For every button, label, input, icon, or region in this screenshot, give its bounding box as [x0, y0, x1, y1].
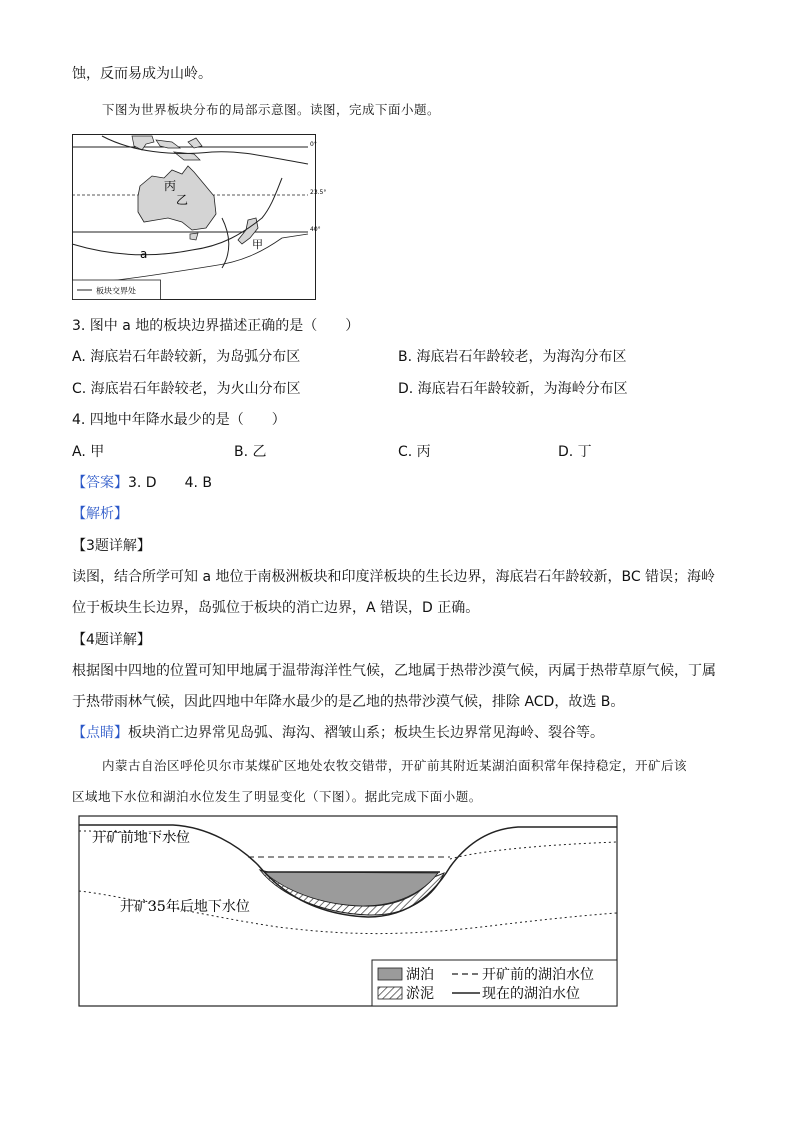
lat23-label: 23.5°	[310, 189, 327, 196]
plate-map	[72, 134, 327, 300]
q3-option-b: B. 海底岩石年龄较老，为海沟分布区	[398, 349, 627, 365]
intro-2-line-1: 内蒙古自治区呼伦贝尔市某煤矿区地处农牧交错带，开矿前其附近某湖泊面积常年保持稳定，开矿后该	[102, 758, 688, 773]
detail-4-line-1: 根据图中四地的位置可知甲地属于温带海洋性气候，乙地属于热带沙漠气候，丙属于热带草原气候，丁属	[72, 663, 716, 679]
lake-profile-diagram	[78, 815, 618, 1007]
before-groundwater-label: 开矿前地下水位	[92, 830, 190, 846]
q4-option-d: D. 丁	[558, 444, 592, 460]
legend-silt-label: 淤泥	[406, 986, 434, 1002]
label-jia: 甲	[252, 238, 263, 251]
detail-3-tag: 【3题详解】	[72, 538, 151, 554]
intro-2-line-2: 区域地下水位和湖泊水位发生了明显变化（下图）。据此完成下面小题。	[72, 789, 482, 804]
q4-option-a: A. 甲	[72, 444, 105, 460]
q4-option-b: B. 乙	[234, 444, 267, 460]
legend-now-level-label: 现在的湖泊水位	[482, 986, 580, 1002]
label-yi: 乙	[176, 193, 189, 207]
tip-tag: 【点睛】	[72, 725, 128, 741]
legend-before-level-label: 开矿前的湖泊水位	[482, 967, 594, 983]
q3-option-c: C. 海底岩石年龄较老，为火山分布区	[72, 381, 301, 397]
analysis-tag: 【解析】	[72, 506, 128, 522]
q4-option-c: C. 丙	[398, 444, 431, 460]
tip-text: 板块消亡边界常见岛弧、海沟、褶皱山系；板块生长边界常见海岭、裂谷等。	[128, 725, 604, 741]
after-groundwater-label: 开矿35年后地下水位	[120, 899, 250, 915]
detail-4-tag: 【4题详解】	[72, 632, 151, 648]
lat40-label: 40°	[310, 226, 321, 233]
q3-option-a: A. 海底岩石年龄较新，为岛弧分布区	[72, 349, 301, 365]
detail-4-line-2: 于热带雨林气候，因此四地中年降水最少的是乙地的热带沙漠气候，排除 ACD，故选 B。	[72, 694, 625, 710]
label-bing: 丙	[164, 179, 177, 193]
question-4: 4. 四地中年降水最少的是（ ）	[72, 412, 286, 428]
label-a: a	[140, 247, 148, 261]
answer-tag: 【答案】	[72, 475, 128, 491]
tip-line	[72, 723, 604, 743]
detail-3-line-1: 读图，结合所学可知 a 地位于南极洲板块和印度洋板块的生长边界，海底岩石年龄较新，BC 错误；海岭	[72, 569, 716, 585]
q3-option-d: D. 海底岩石年龄较新，为海岭分布区	[398, 381, 628, 397]
legend-silt-swatch	[378, 987, 402, 999]
answer-line	[72, 473, 212, 493]
lat0-label: 0°	[310, 141, 317, 148]
detail-3-line-2: 位于板块生长边界，岛弧位于板块的消亡边界，A 错误，D 正确。	[72, 600, 480, 616]
text-line-1: 蚀，反而易成为山岭。	[72, 66, 212, 82]
map-legend-label: 板块交界处	[96, 286, 136, 296]
legend-lake-label: 湖泊	[406, 967, 434, 983]
answer-text: 3. D 4. B	[128, 475, 212, 491]
map-intro: 下图为世界板块分布的局部示意图。读图，完成下面小题。	[102, 102, 441, 117]
legend-lake-swatch	[378, 968, 402, 980]
question-3: 3. 图中 a 地的板块边界描述正确的是（ ）	[72, 318, 360, 334]
